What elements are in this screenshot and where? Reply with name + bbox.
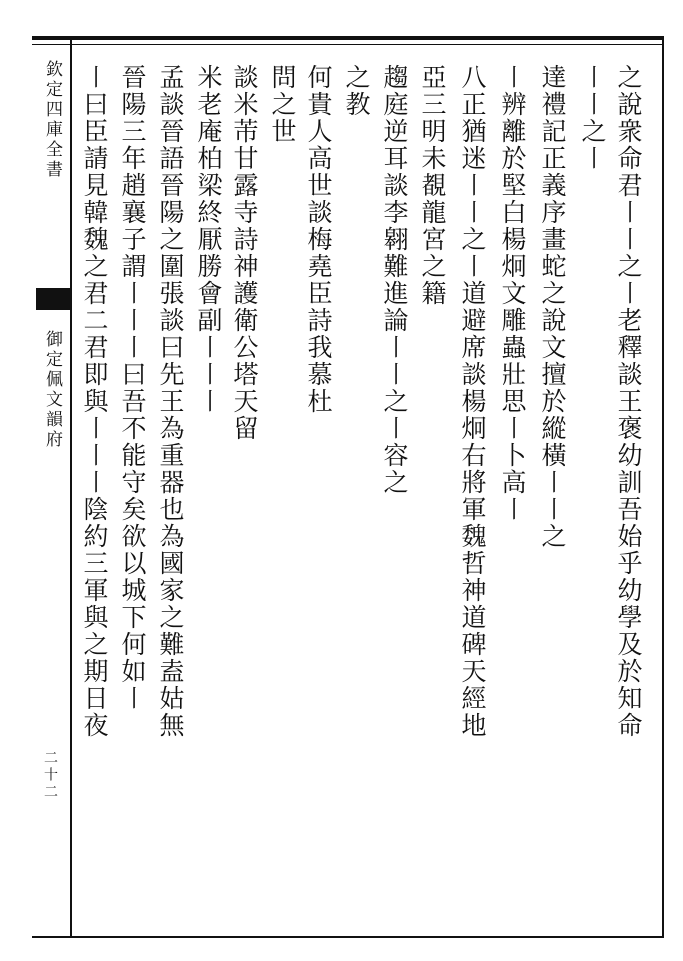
text-column-15: 〡曰臣請見韓魏之君二君即與〡〡〡陰約三軍與之期日夜	[80, 64, 109, 739]
text-column-3: 達禮記正義序畫蛇之說文擅於縱橫〡〡之	[538, 64, 567, 550]
text-column-9: 何貴人高世談梅堯臣詩我慕杜	[304, 64, 333, 415]
text-column-1: 之說衆命君〡〡之〡老釋談王褒幼訓吾始乎幼學及於知命	[614, 64, 643, 739]
text-column-12: 米老庵柏梁終厭勝會副〡〡〡	[194, 64, 223, 415]
margin-book-title: 御定佩文韻府	[42, 330, 62, 450]
text-column-11: 談米芾甘露寺詩神護衛公塔天留	[230, 64, 259, 442]
text-column-7: 趨庭逆耳談李翱難進論〡〡之〡容之	[380, 64, 409, 496]
text-column-14: 晉陽三年趙襄子謂〡〡〡曰吾不能守矣欲以城下何如〡	[118, 64, 147, 712]
bottom-border	[32, 936, 664, 938]
text-column-10: 問之世	[268, 64, 297, 145]
right-border	[662, 40, 664, 938]
top-border	[32, 36, 664, 40]
top-border-inner	[32, 44, 664, 45]
text-column-13: 孟談晉語晉陽之圍張談曰先王為重器也為國家之難盍姑無	[156, 64, 185, 739]
text-column-4: 〡辨離於堅白楊炯文雕蟲壯思〡卜高〡	[498, 64, 527, 523]
text-column-8: 之教	[342, 64, 371, 118]
margin-page-number: 二十二	[42, 750, 58, 801]
fishtail-mark	[36, 288, 70, 310]
text-column-5: 八正猶迷〡〡之〡道避席談楊炯右將軍魏哲神道碑天經地	[458, 64, 487, 739]
text-column-6: 亞三明未覩龍宮之籍	[418, 64, 447, 307]
text-column-2: 〡〡之〡	[578, 64, 607, 172]
left-border	[70, 40, 72, 938]
margin-top-fragment: 欽定四庫全書	[42, 60, 62, 180]
